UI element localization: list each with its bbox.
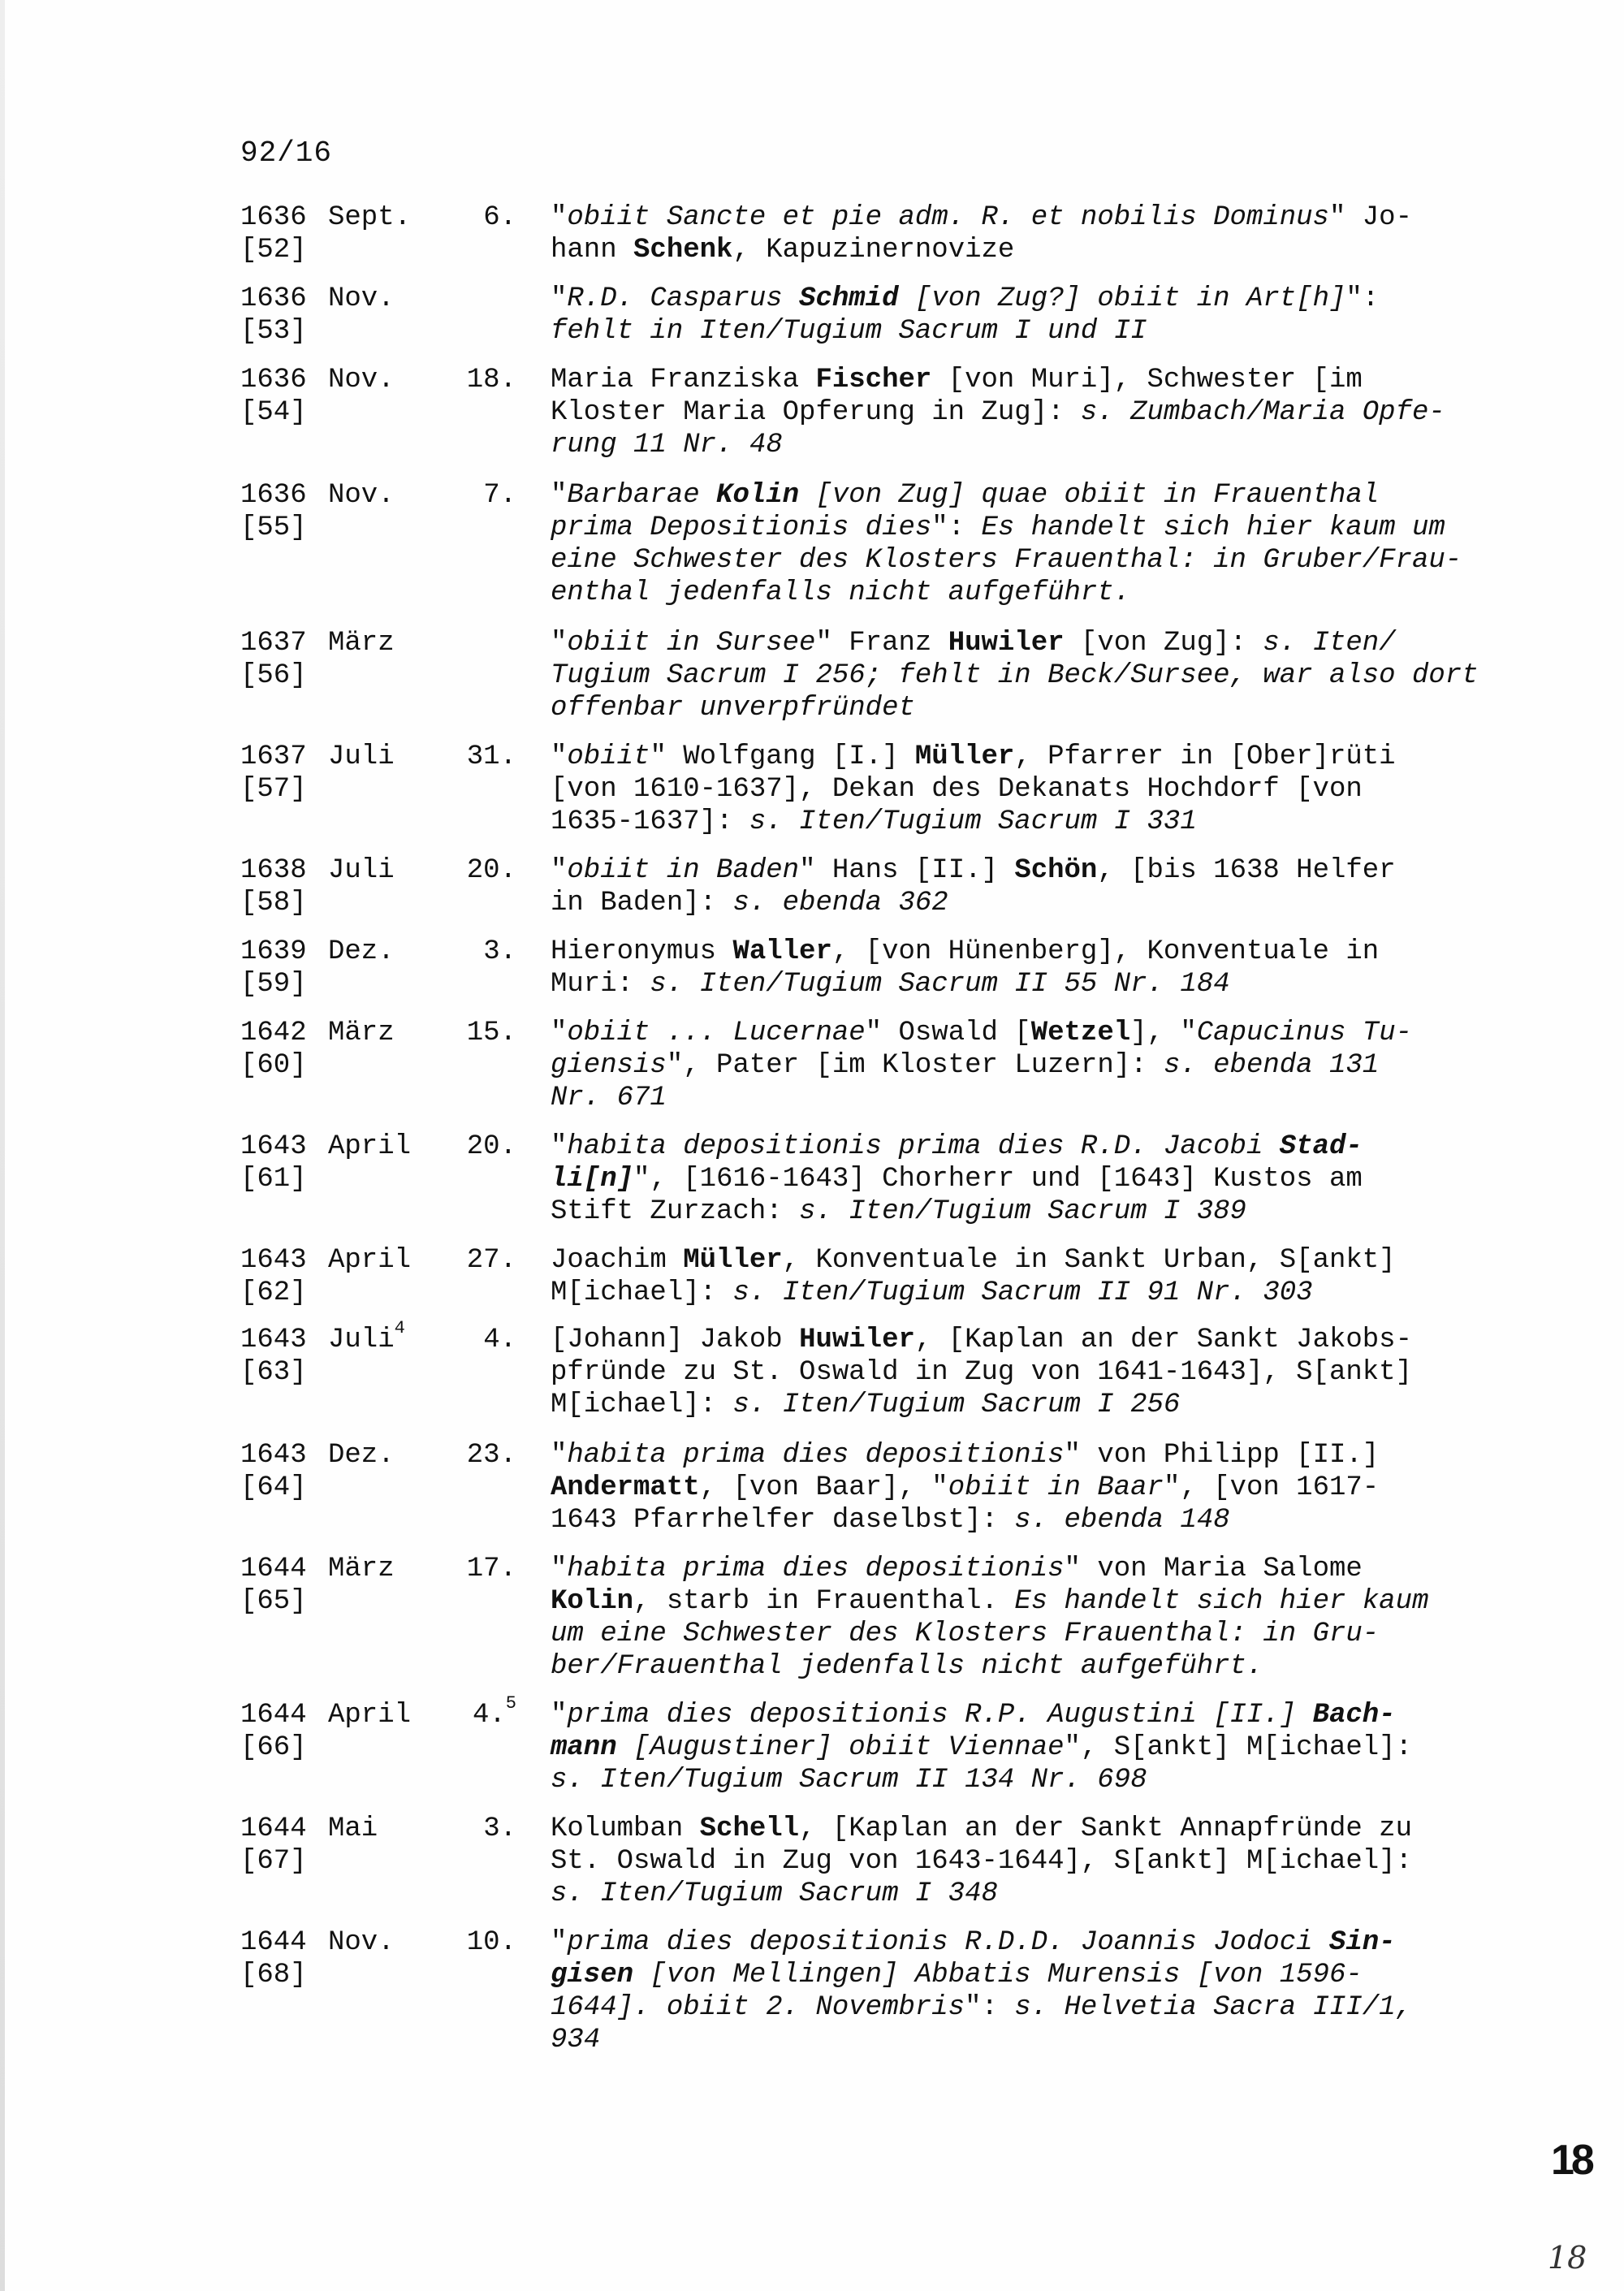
text-segment: obiit ... Lucernae — [567, 1018, 866, 1048]
entry-date — [240, 627, 533, 691]
entry-number: [66] — [240, 1732, 307, 1763]
text-segment: s. Iten/Tugium Sacrum I 348 — [551, 1878, 998, 1909]
text-segment: Bach- — [1312, 1700, 1396, 1731]
text-segment: " — [551, 855, 568, 886]
entry-month: April — [328, 1700, 412, 1731]
text-line — [551, 234, 1624, 266]
text-line — [551, 1195, 1624, 1228]
entry-day: 10. — [466, 1927, 516, 1958]
text-line — [551, 887, 1624, 919]
entry-text — [551, 1439, 1624, 1537]
text-line — [551, 1926, 1624, 1959]
entry-month: Dez. — [328, 936, 395, 967]
entry-text — [551, 201, 1624, 266]
footnote-marker: 5 — [505, 1693, 516, 1714]
text-segment: ": — [1345, 283, 1380, 314]
entry-month: März — [328, 1554, 395, 1584]
text-segment: s. ebenda 148 — [1014, 1505, 1230, 1536]
entry-text — [551, 479, 1624, 609]
text-line — [551, 1650, 1624, 1683]
text-segment: " Franz — [815, 628, 948, 659]
text-segment: Capucinus Tu- — [1196, 1018, 1413, 1048]
text-segment: prima dies depositionis R.P. Augustini [II.] — [567, 1700, 1313, 1731]
text-segment: [von Muri], Schwester [im — [931, 365, 1363, 396]
text-segment: habita prima dies depositionis — [567, 1554, 1065, 1584]
entry-day: 4.$^5$ — [472, 1693, 516, 1731]
text-segment: Andermatt — [551, 1472, 700, 1503]
text-segment: " Jo- — [1328, 202, 1412, 233]
text-segment: [von Zug?] obiit in Art[h] — [898, 283, 1346, 314]
text-segment: Joachim — [551, 1245, 684, 1276]
text-segment: gisen — [551, 1960, 634, 1991]
entry-number: [58] — [240, 888, 307, 919]
footnote-marker: 4 — [394, 1318, 405, 1338]
text-segment: , starb in Frauenthal. — [633, 1586, 1015, 1617]
entry-year: 1638 — [240, 855, 307, 886]
entry-day: 4. — [483, 1325, 516, 1355]
entry-year: 1636 — [240, 365, 307, 396]
text-segment: Hieronymus — [551, 936, 733, 967]
text-segment: s. ebenda 131 — [1163, 1050, 1380, 1081]
text-line — [551, 773, 1624, 806]
entry-number: [62] — [240, 1277, 307, 1308]
text-segment: obiit in Baar — [948, 1472, 1164, 1503]
text-segment: prima dies depositionis R.D.D. Joannis Jodoci — [567, 1927, 1329, 1958]
text-segment: St. Oswald in Zug von 1643-1644], S[ankt] M[ichael]: — [551, 1846, 1412, 1877]
entry-number: [63] — [240, 1357, 307, 1388]
text-segment: obiit in Baden — [567, 855, 800, 886]
entry-month: Mai — [328, 1813, 378, 1844]
entry-day: 7. — [483, 480, 516, 511]
entry-date — [240, 1130, 533, 1195]
entry-number: [59] — [240, 969, 307, 1000]
text-line — [551, 627, 1624, 659]
text-segment: , [Kaplan an der Sankt Annapfründe zu — [799, 1813, 1412, 1844]
text-segment: , Kapuzinernovize — [732, 235, 1015, 266]
text-line — [551, 544, 1624, 577]
text-segment: hann — [551, 235, 634, 266]
text-line — [551, 1764, 1624, 1796]
entry-month: Nov. — [328, 365, 395, 396]
text-segment: " von Maria Salome — [1064, 1554, 1363, 1584]
text-line — [551, 479, 1624, 512]
entry-month: Dez. — [328, 1440, 395, 1471]
text-segment: " von Philipp [II.] — [1064, 1440, 1380, 1471]
text-segment: " — [551, 1440, 568, 1471]
text-line — [551, 1845, 1624, 1878]
text-segment: [Augustiner] obiit Viennae — [616, 1732, 1065, 1763]
text-line — [551, 692, 1624, 724]
text-line — [551, 1244, 1624, 1277]
text-line — [551, 1082, 1624, 1114]
text-segment: Maria Franziska — [551, 365, 816, 396]
entry-date — [240, 1693, 533, 1763]
entry-text — [551, 854, 1624, 919]
text-segment: ", S[ankt] M[ichael]: — [1064, 1732, 1412, 1763]
entry-date — [240, 741, 533, 805]
entry-date — [240, 1017, 533, 1081]
text-segment: ], " — [1130, 1018, 1197, 1048]
entry-year: 1643 — [240, 1245, 307, 1276]
text-segment: obiit in Sursee — [567, 628, 816, 659]
text-segment: Schenk — [633, 235, 733, 266]
entry-day: 15. — [466, 1018, 516, 1048]
text-line — [551, 854, 1624, 887]
text-segment: prima Depositionis dies — [551, 512, 932, 543]
text-segment: fehlt in Iten/Tugium Sacrum I und II — [551, 316, 1147, 347]
text-segment: Muri: — [551, 969, 650, 1000]
entry-number: [61] — [240, 1164, 307, 1195]
text-line — [551, 1504, 1624, 1537]
text-segment: " — [551, 1927, 568, 1958]
text-segment: in Baden]: — [551, 888, 733, 919]
text-segment: 934 — [551, 2025, 601, 2055]
entry-number: [57] — [240, 774, 307, 805]
entry-month: April — [328, 1131, 412, 1162]
text-segment: Waller — [732, 936, 832, 967]
text-line — [551, 1699, 1624, 1731]
text-segment: R.D. Casparus — [567, 283, 800, 314]
text-segment: eine Schwester des Klosters Frauenthal: in Gruber/Frau- — [551, 545, 1462, 576]
entry-number: [64] — [240, 1472, 307, 1503]
text-line — [551, 1130, 1624, 1163]
text-segment: Sin- — [1328, 1927, 1396, 1958]
entry-year: 1644 — [240, 1700, 307, 1731]
entry-text — [551, 1813, 1624, 1910]
text-segment: Müller — [683, 1245, 783, 1276]
text-segment: , [von Hünenberg], Konventuale in — [831, 936, 1380, 967]
entry-date — [240, 1553, 533, 1617]
entry-month: März — [328, 1018, 395, 1048]
text-line — [551, 396, 1624, 429]
text-line — [551, 315, 1624, 348]
text-segment: pfründe zu St. Oswald in Zug von 1641-1643], S[ankt] — [551, 1357, 1412, 1388]
scan-edge — [0, 0, 5, 2291]
text-segment: Stift Zurzach: — [551, 1196, 800, 1227]
text-segment: , [Kaplan an der Sankt Jakobs- — [914, 1325, 1412, 1355]
text-segment: mann — [551, 1732, 617, 1763]
entry-year: 1639 — [240, 936, 307, 967]
entry-date — [240, 1926, 533, 1991]
text-segment: ", [1616-1643] Chorherr und [1643] Kustos am — [633, 1164, 1363, 1195]
text-line — [551, 1618, 1624, 1650]
text-segment: , Pfarrer in [Ober]rüti — [1014, 741, 1396, 772]
text-segment: Schmid — [799, 283, 899, 314]
text-segment: enthal jedenfalls nicht aufgeführt. — [551, 577, 1131, 608]
text-segment: , Konventuale in Sankt Urban, S[ankt] — [782, 1245, 1396, 1276]
entry-day: 3. — [483, 936, 516, 967]
entry-year: 1644 — [240, 1813, 307, 1844]
entry-month: Nov. — [328, 480, 395, 511]
entry-text — [551, 1324, 1624, 1421]
entry-year: 1643 — [240, 1440, 307, 1471]
page-number-stamp: 18 — [1551, 2137, 1592, 2184]
text-line — [551, 1389, 1624, 1421]
text-segment: ber/Frauenthal jedenfalls nicht aufgeführt. — [551, 1651, 1263, 1682]
text-segment: Huwiler — [799, 1325, 915, 1355]
entry-date — [240, 854, 533, 919]
text-segment: offenbar unverpfründet — [551, 693, 915, 724]
entry-text — [551, 1017, 1624, 1114]
entry-text — [551, 1699, 1624, 1796]
entry-number: [65] — [240, 1586, 307, 1617]
entry-year: 1642 — [240, 1018, 307, 1048]
text-line — [551, 1277, 1624, 1309]
entry-month: Juli — [328, 741, 395, 772]
text-segment: obiit Sancte et pie adm. R. et nobilis Dominus — [567, 202, 1329, 233]
entry-year: 1644 — [240, 1554, 307, 1584]
entry-month: Sept. — [328, 202, 412, 233]
text-segment: " — [551, 283, 568, 314]
entry-text — [551, 627, 1624, 724]
entry-month: Nov. — [328, 283, 395, 314]
text-line — [551, 577, 1624, 609]
text-line — [551, 1959, 1624, 1991]
entry-day: 18. — [466, 365, 516, 396]
text-segment: M[ichael]: — [551, 1277, 733, 1308]
text-line — [551, 1324, 1624, 1356]
text-segment: Kolumban — [551, 1813, 700, 1844]
text-segment: s. Helvetia Sacra III/1, — [1014, 1992, 1412, 2023]
text-segment: [Johann] Jakob — [551, 1325, 800, 1355]
text-segment: Schön — [1014, 855, 1098, 886]
text-line — [551, 1878, 1624, 1910]
text-segment: Wetzel — [1030, 1018, 1131, 1048]
text-line — [551, 968, 1624, 1001]
text-segment: Tugium Sacrum I 256; fehlt in Beck/Sursee, war also dort — [551, 660, 1479, 691]
text-segment: " Oswald [ — [865, 1018, 1031, 1048]
text-segment: rung 11 Nr. 48 — [551, 430, 783, 460]
text-segment: " — [551, 1700, 568, 1731]
entry-date — [240, 1813, 533, 1877]
text-line — [551, 1731, 1624, 1764]
text-line — [551, 1585, 1624, 1618]
text-line — [551, 1163, 1624, 1195]
text-segment: Stad- — [1279, 1131, 1363, 1162]
entry-day: 27. — [466, 1245, 516, 1276]
text-segment: ", Pater [im Kloster Luzern]: — [666, 1050, 1164, 1081]
text-segment: s. Zumbach/Maria Opfe- — [1080, 397, 1445, 428]
text-segment: Es handelt sich hier kaum — [1014, 1586, 1429, 1617]
text-segment: , [von Baar], " — [699, 1472, 948, 1503]
entry-day: 20. — [466, 1131, 516, 1162]
text-segment: " Hans [II.] — [799, 855, 1015, 886]
entry-number: [54] — [240, 397, 307, 428]
entry-year: 1637 — [240, 628, 307, 659]
entry-text — [551, 283, 1624, 348]
text-segment: 1644]. obiit 2. Novembris — [551, 1992, 965, 2023]
entry-number: [53] — [240, 316, 307, 347]
entry-number: [52] — [240, 235, 307, 266]
text-segment: " — [551, 741, 568, 772]
text-segment: s. Iten/Tugium Sacrum I 389 — [799, 1196, 1246, 1227]
text-segment: 1635-1637]: — [551, 806, 749, 837]
entry-text — [551, 741, 1624, 838]
text-segment: s. Iten/Tugium Sacrum I 256 — [732, 1390, 1181, 1420]
entry-month: Nov. — [328, 1927, 395, 1958]
entry-text — [551, 936, 1624, 1001]
text-segment: s. Iten/Tugium Sacrum II 91 Nr. 303 — [732, 1277, 1313, 1308]
entry-day: 3. — [483, 1813, 516, 1844]
text-line — [551, 1439, 1624, 1472]
text-line — [551, 741, 1624, 773]
entry-year: 1644 — [240, 1927, 307, 1958]
text-segment: Kolin — [551, 1586, 634, 1617]
text-segment: li[n] — [551, 1164, 634, 1195]
entry-year: 1636 — [240, 480, 307, 511]
text-segment: habita prima dies depositionis — [567, 1440, 1065, 1471]
text-line — [551, 1049, 1624, 1082]
entry-text — [551, 1244, 1624, 1309]
entry-date — [240, 364, 533, 428]
text-line — [551, 364, 1624, 396]
entry-year: 1636 — [240, 202, 307, 233]
text-segment: Schell — [699, 1813, 800, 1844]
text-segment: s. Iten/Tugium Sacrum II 134 Nr. 698 — [551, 1765, 1147, 1796]
text-segment: habita depositionis prima dies R.D. Jacobi — [567, 1131, 1280, 1162]
entry-year: 1643 — [240, 1325, 307, 1355]
text-segment: Kolin — [716, 480, 800, 511]
text-segment: " — [551, 628, 568, 659]
text-line — [551, 1017, 1624, 1049]
entry-day: 23. — [466, 1440, 516, 1471]
text-segment: " — [551, 1131, 568, 1162]
entry-year: 1636 — [240, 283, 307, 314]
text-segment: ": — [931, 512, 982, 543]
entry-day: 17. — [466, 1554, 516, 1584]
entry-date — [240, 936, 533, 1000]
text-segment: Kloster Maria Opferung in Zug]: — [551, 397, 1081, 428]
text-segment: ": — [965, 1992, 1015, 2023]
text-segment: [von Mellingen] Abbatis Murensis [von 1596- — [633, 1960, 1363, 1991]
entry-number: [55] — [240, 512, 307, 543]
text-segment: giensis — [551, 1050, 667, 1081]
text-line — [551, 1991, 1624, 2024]
text-segment: s. Iten/ — [1263, 628, 1396, 659]
text-segment: s. ebenda 362 — [732, 888, 948, 919]
text-segment: " — [551, 1554, 568, 1584]
text-segment: Müller — [914, 741, 1015, 772]
entry-text — [551, 1553, 1624, 1683]
text-segment: obiit — [567, 741, 650, 772]
text-segment: s. Iten/Tugium Sacrum II 55 Nr. 184 — [650, 969, 1230, 1000]
text-segment: " Wolfgang [I.] — [650, 741, 915, 772]
entry-month: Juli — [328, 855, 395, 886]
text-line — [551, 283, 1624, 315]
entry-text — [551, 364, 1624, 461]
text-segment: Nr. 671 — [551, 1083, 667, 1113]
text-segment: Fischer — [815, 365, 932, 396]
text-segment: Huwiler — [948, 628, 1065, 659]
handwritten-page-number: 18 — [1548, 2240, 1587, 2276]
text-line — [551, 201, 1624, 234]
entry-date — [240, 1318, 533, 1388]
entry-date — [240, 201, 533, 266]
text-segment: [von 1610-1637], Dekan des Dekanats Hochdorf [von — [551, 774, 1363, 805]
text-line — [551, 512, 1624, 544]
text-line — [551, 806, 1624, 838]
text-line — [551, 1356, 1624, 1389]
entry-text — [551, 1926, 1624, 2056]
text-segment: 1643 Pfarrhelfer daselbst]: — [551, 1505, 1015, 1536]
entry-day: 20. — [466, 855, 516, 886]
entry-month: Juli$^4$ — [328, 1318, 405, 1355]
entry-day: 31. — [466, 741, 516, 772]
text-line — [551, 1472, 1624, 1504]
text-segment: " — [551, 1018, 568, 1048]
text-segment: Es handelt sich hier kaum um — [981, 512, 1445, 543]
text-segment: " — [551, 202, 568, 233]
text-segment: [von Zug]: — [1064, 628, 1263, 659]
entry-text — [551, 1130, 1624, 1228]
text-segment: Barbarae — [567, 480, 717, 511]
text-line — [551, 1813, 1624, 1845]
entry-number: [56] — [240, 660, 307, 691]
entry-day: 6. — [483, 202, 516, 233]
entry-month: April — [328, 1245, 412, 1276]
entry-date — [240, 1439, 533, 1503]
entry-number: [67] — [240, 1846, 307, 1877]
text-segment: s. Iten/Tugium Sacrum I 331 — [749, 806, 1197, 837]
text-segment: [von Zug] quae obiit in Frauenthal — [799, 480, 1380, 511]
entry-month: März — [328, 628, 395, 659]
text-line — [551, 936, 1624, 968]
text-segment: ", [von 1617- — [1163, 1472, 1380, 1503]
entry-number: [68] — [240, 1960, 307, 1991]
entry-date — [240, 479, 533, 543]
entry-year: 1637 — [240, 741, 307, 772]
entry-year: 1643 — [240, 1131, 307, 1162]
text-segment: um eine Schwester des Klosters Frauenthal: in Gru- — [551, 1619, 1380, 1649]
text-line — [551, 429, 1624, 461]
page-reference: 92/16 — [240, 136, 333, 170]
text-line — [551, 659, 1624, 692]
text-segment: " — [551, 480, 568, 511]
text-segment: , [bis 1638 Helfer — [1097, 855, 1396, 886]
entry-number: [60] — [240, 1050, 307, 1081]
text-line — [551, 2024, 1624, 2056]
text-segment: M[ichael]: — [551, 1390, 733, 1420]
entry-date — [240, 283, 533, 347]
text-line — [551, 1553, 1624, 1585]
entry-date — [240, 1244, 533, 1308]
